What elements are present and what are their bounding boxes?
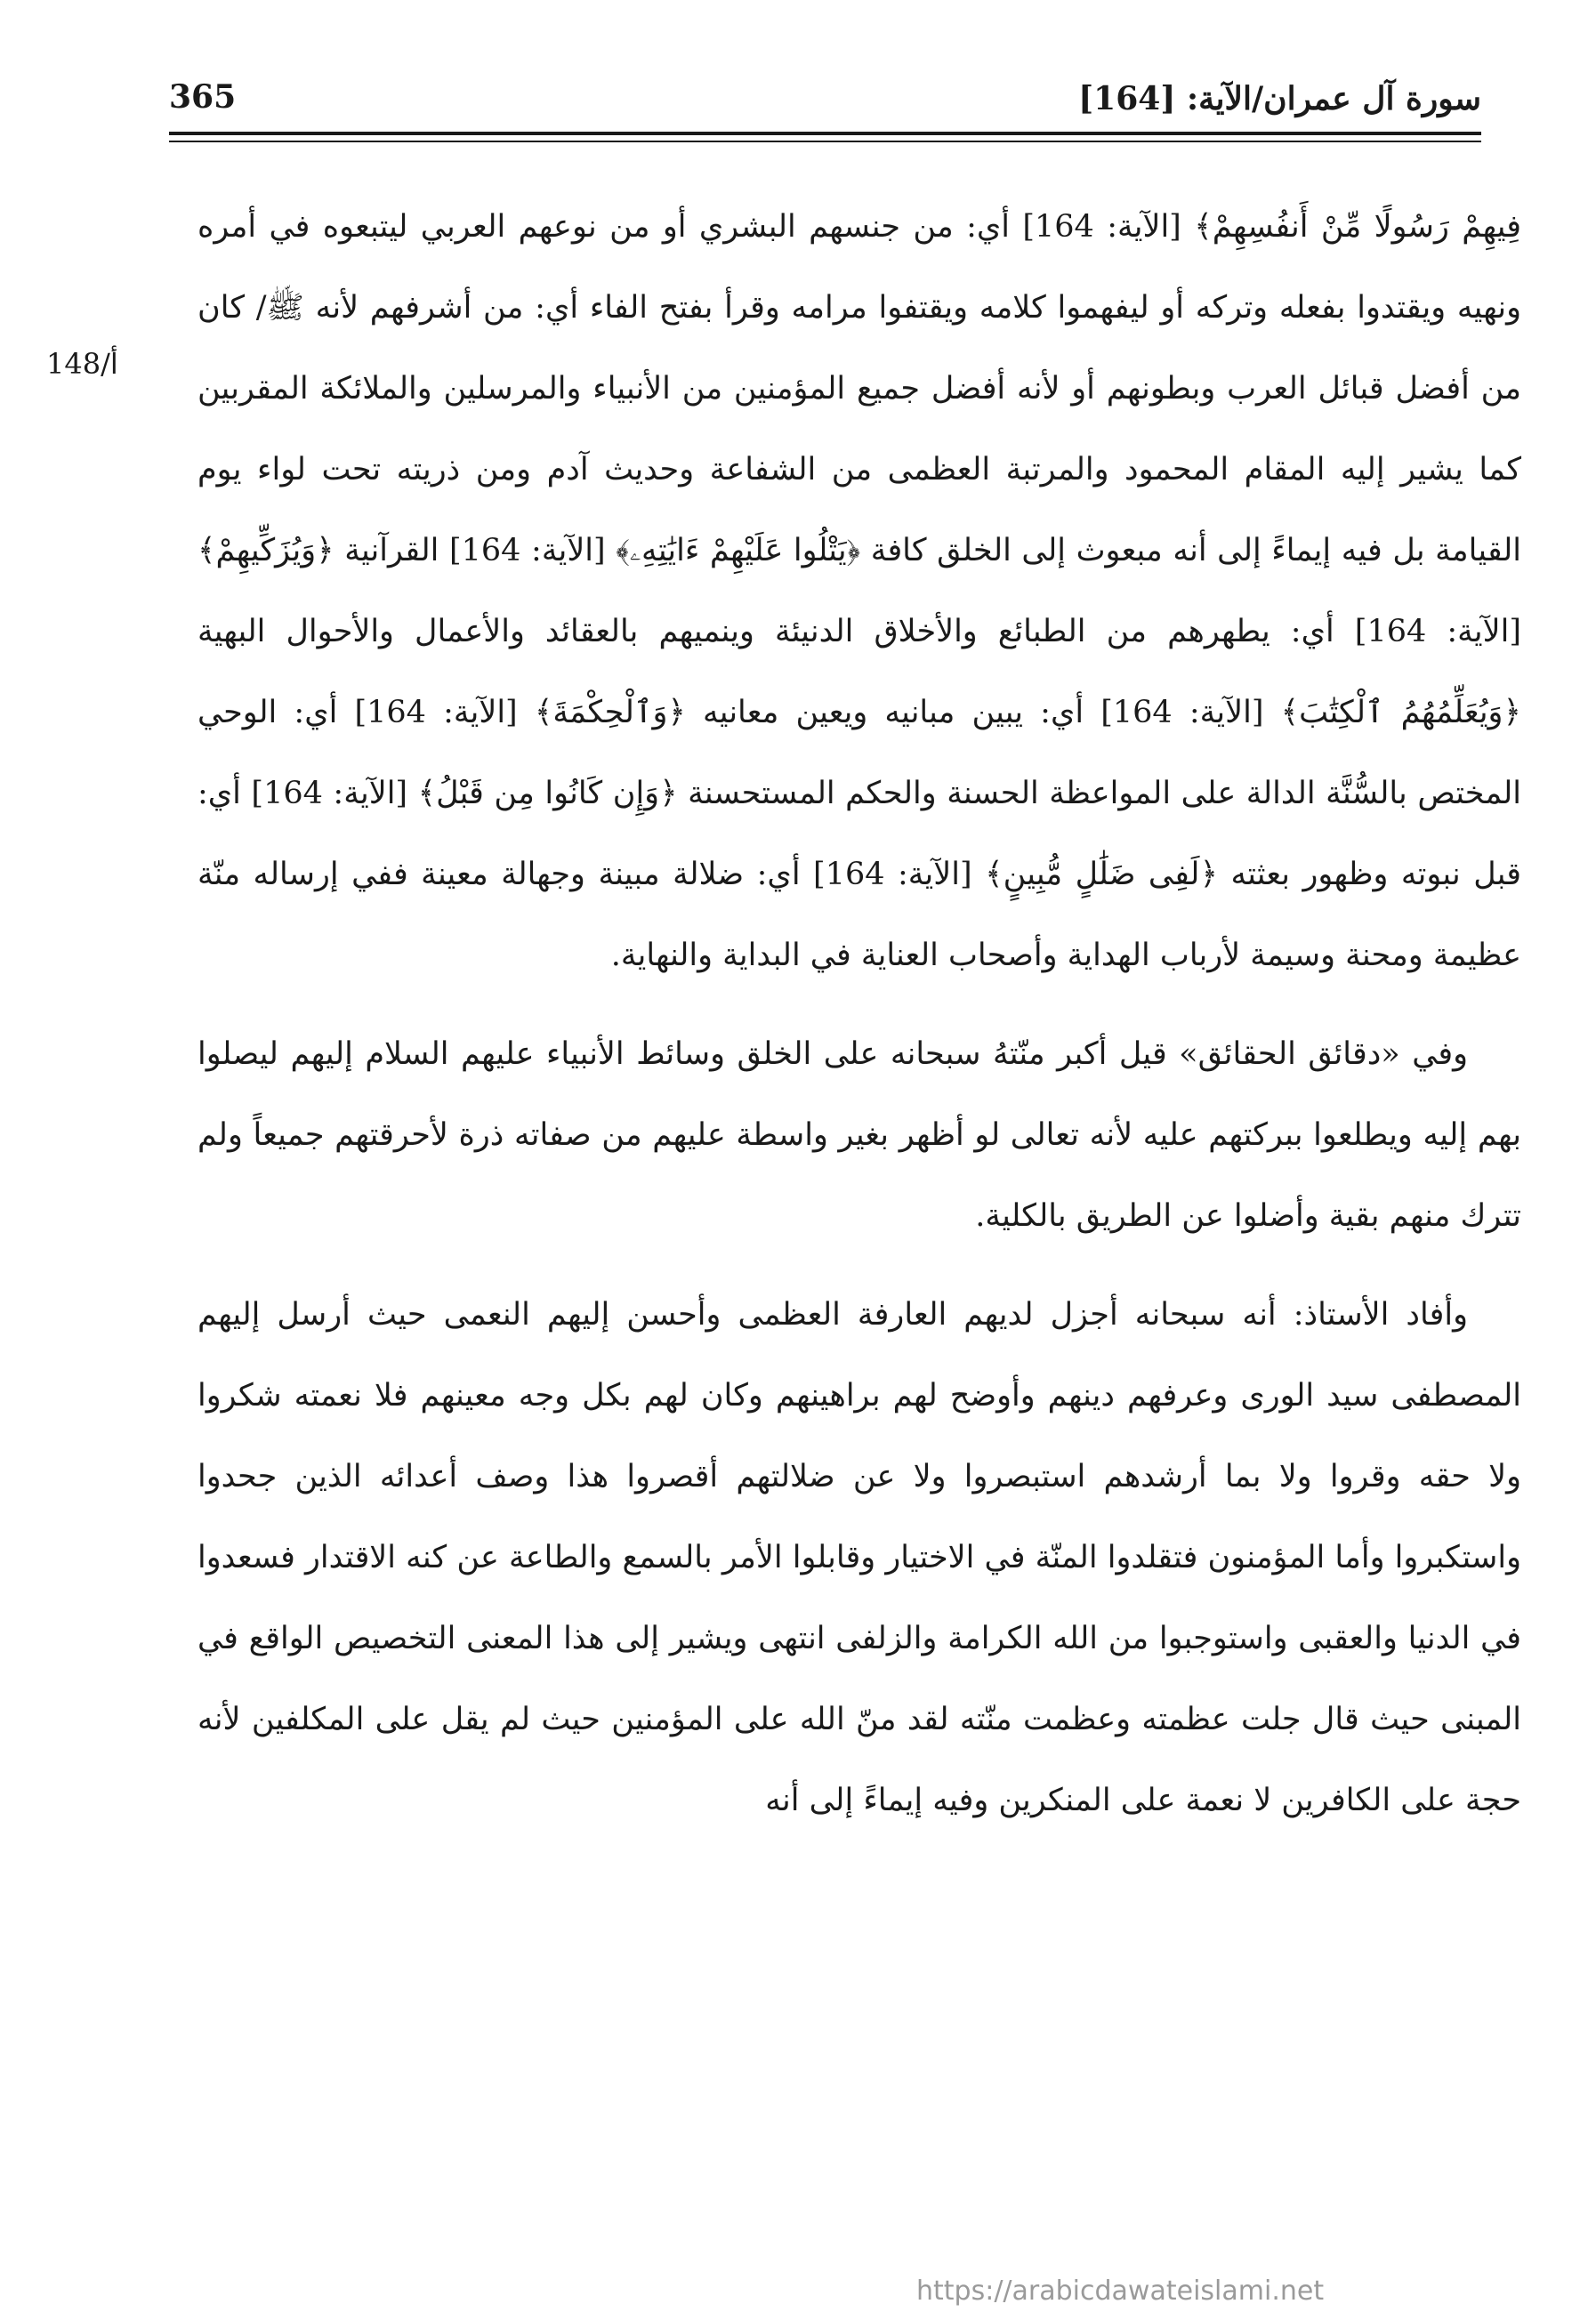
main-text	[197, 187, 1521, 1841]
header-rule-thin	[169, 141, 1481, 142]
paragraph-3: وأفاد الأستاذ: أنه سبحانه أجزل لديهم العارفة العظمى وأحسن إليهم النعمى حيث أرسل إليهم المصطفى سيد الورى وعرفهم دينهم وأوضح لهم براهينهم وكان لهم بكل وجه معينهم فلا نعمته شكروا ولا حقه وقروا ولا بما أرشدهم استبصروا ولا عن ضلالتهم أقصروا هذا وصف أعدائه الذين جحدوا واستكبروا وأما المؤمنون فتقلدوا المنّة في الاختيار وقابلوا الأمر بالسمع والطاعة عن كنه الاقتدار فسعدوا في الدنيا والعقبى واستوجبوا من الله الكرامة والزلفى انتهى ويشير إلى هذا المعنى التخصيص الواقع في المبنى حيث قال جلت عظمته وعظمت منّته لقد منّ الله على المؤمنين حيث لم يقل على المكلفين لأنه حجة على الكافرين لا نعمة على المنكرين وفيه إيماءً إلى أنه	[197, 1297, 1521, 1818]
running-title: سورة آل عمران/الآية: [164]	[1078, 80, 1481, 117]
page-number: 365	[169, 78, 237, 116]
page-header	[169, 75, 1481, 128]
paragraph-1: فِيهِمْ رَسُولًا مِّنْ أَنفُسِهِمْ﴾ [الآية: 164] أي: من جنسهم البشري أو من نوعهم العربي ليتبعوه في أمره ونهيه ويقتدوا بفعله وتركه أو ليفهموا كلامه ويقتفوا مرامه وقرأ بفتح الفاء أي: من أشرفهم لأنه ﷺ/ كان من أفضل قبائل العرب وبطونهم أو لأنه أفضل جميع المؤمنين من الأنبياء والمرسلين والملائكة المقربين كما يشير إليه المقام المحمود والمرتبة العظمى من الشفاعة وحديث آدم ومن ذريته تحت لواء يوم القيامة بل فيه إيماءً إلى أنه مبعوث إلى الخلق كافة ﴿يَتْلُوا عَلَيْهِمْ ءَايَٰتِهِۦ﴾ [الآية: 164] القرآنية ﴿وَيُزَكِّيهِمْ﴾ [الآية: 164] أي: يطهرهم من الطبائع والأخلاق الدنيئة وينميهم بالعقائد والأعمال والأحوال البهية ﴿وَيُعَلِّمُهُمُ ٱلْكِتَٰبَ﴾ [الآية: 164] أي: يبين مبانيه ويعين معانيه ﴿وَٱلْحِكْمَةَ﴾ [الآية: 164] أي: الوحي المختص بالسُّنَّة الدالة على المواعظة الحسنة والحكم المستحسنة ﴿وَإِن كَانُوا مِن قَبْلُ﴾ [الآية: 164] أي: قبل نبوته وظهور بعثته ﴿لَفِى ضَلَٰلٍ مُّبِينٍ﴾ [الآية: 164] أي: ضلالة مبينة وجهالة معينة ففي إرساله منّة عظيمة ومحنة وسيمة لأرباب الهداية وأصحاب العناية في البداية والنهاية.	[197, 209, 1522, 973]
header-rule-thick	[169, 132, 1481, 135]
margin-folio-note: 148/أ	[46, 347, 118, 381]
paragraph-2: وفي «دقائق الحقائق» قيل أكبر منّتهُ سبحانه على الخلق وسائط الأنبياء عليهم السلام إليهم ليصلوا بهم إليه ويطلعوا ببركتهم عليه لأنه تعالى لو أظهر بغير واسطة عليهم من صفاته ذرة لأحرقتهم جميعاً ولم تترك منهم بقية وأضلوا عن الطريق بالكلية.	[197, 1036, 1521, 1234]
watermark-url: https://arabicdawateislami.net	[916, 2276, 1325, 2307]
